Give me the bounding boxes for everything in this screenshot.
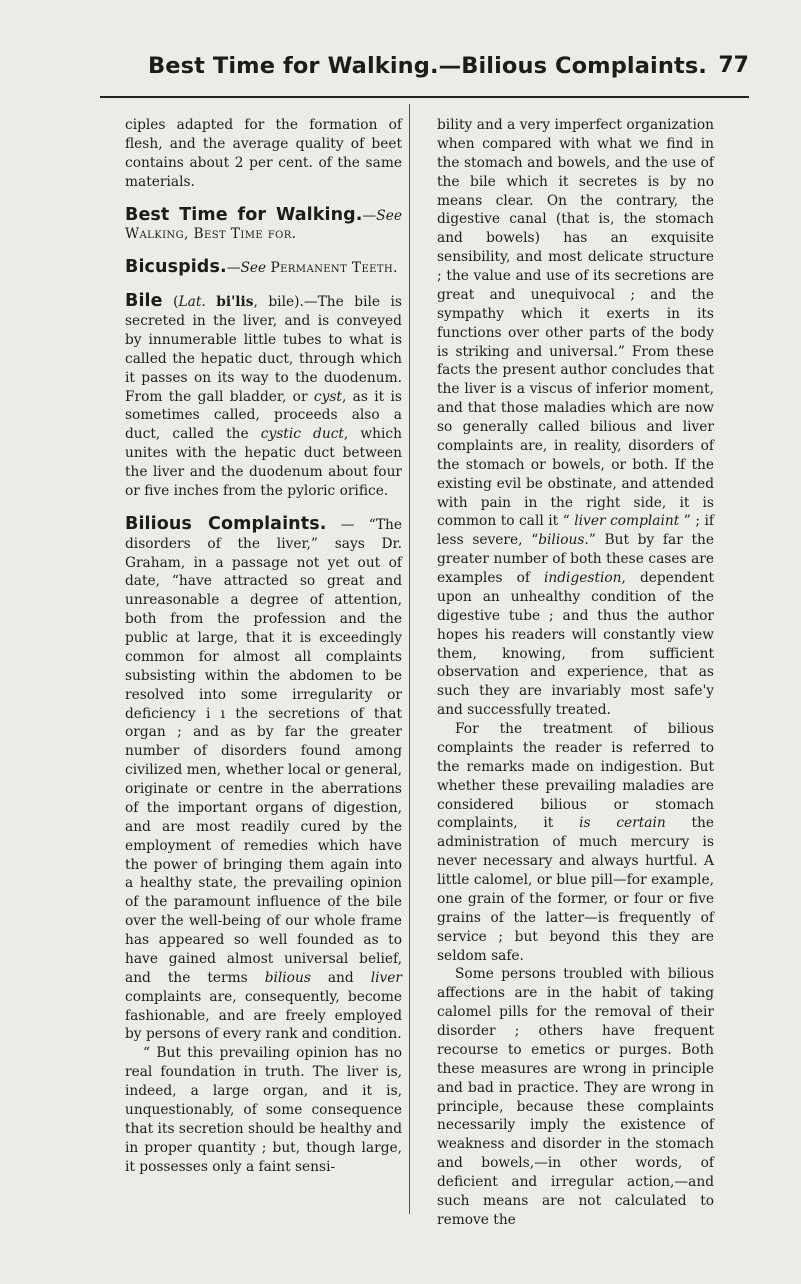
italic-term: bilious — [538, 532, 585, 549]
body-paragraph — [437, 720, 714, 965]
quoted-paragraph: “ But this prevailing opinion has no real foundation in truth. The liver is, indeed, a large organ, and it is, unquestionably, of some consequence that its secretion should be healthy and in proper quantity ; but, though large, it possesses only a faint sensi- — [125, 1045, 402, 1175]
cross-reference: Permanent Teeth. — [270, 260, 398, 277]
entry-headword: Bicuspids. — [125, 257, 227, 278]
body-text: .” But by far the greater number of both these cases are examples of — [437, 532, 714, 586]
etymology: bi'lis — [216, 294, 254, 311]
italic-term: indigestion — [544, 570, 622, 586]
entry-text: , which unites with the hepatic duct between the liver and the duodenum about four or five inches from the pyloric orifice. — [125, 426, 402, 499]
entry-bilious-complaints — [125, 515, 402, 1045]
page-number: 77 — [718, 53, 749, 78]
body-text: ” ; if less severe, “ — [437, 513, 714, 549]
entry-text: and — [310, 969, 371, 986]
see-label: See — [240, 260, 267, 277]
entry-headword: Bile — [125, 291, 163, 312]
running-title: Best Time for Walking.—Bilious Complaints. — [148, 53, 707, 79]
body-text: For the treatment of bilious complaints the reader is referred to the remarks made on indigestion. But whether these prevailing maladies are considered bilious or stomach complaints, it — [437, 721, 714, 832]
entry-dash: — — [362, 207, 377, 224]
continued-paragraph: ciples adapted for the formation of flesh, and the average quality of beet contains about 2 per cent. of the same materials. — [125, 117, 402, 190]
italic-term: cyst — [313, 388, 342, 405]
body-text: bility and a very imperfect organization when compared with what we find in the stomach and bowels, and the use of the bile which it secretes is by no means clear. On the contrary, the digestive canal (that is, the stomach and bowels) has an exquisite sensibility, and most delicate structure ; the value and use of its secretions are great and unequivocal ; and the sympathy which it exerts in its functions over other parts of the body is striking and universal.” From these facts the present author concludes that the liver is a viscus of inferior moment, and that those maladies which are now so generally called bilious and liver complaints are, in reality, disorders of the stomach or bowels, or both. If the existing evil be obstinate, and attended with pain in the right side, it is common to call it “ — [437, 117, 714, 530]
italic-term: cystic duct — [260, 426, 344, 443]
italic-term: liver — [370, 969, 402, 986]
entry-text: , bile).—The bile is secreted in the liver, and is conveyed by innumerable little tubes to what is called the hepatic duct, through which it passes on its way to the duodenum. From the gall bladder, or — [125, 294, 402, 405]
cross-reference: Walking, Best Time for. — [125, 226, 297, 243]
body-paragraph: Some persons troubled with bilious affections are in the habit of taking calomel pills for the removal of their disorder ; others have frequent recourse to emetics or purges. Both these measures are wrong in principle and bad in practice. They are wrong in principle, because these complaints necessarily imply the existence of weakness and disorder in the stomach and bowels,—in other words, of deficient and irregular action,—and such means are not calculated to remove the — [437, 966, 714, 1228]
italic-term: is certain — [579, 815, 666, 832]
entry-bile: Bile (Lat. bi'lis, bile).—The bile is secreted in the liver, and is conveyed by innumerable little tubes to what is called the hepatic duct, through which it passes on its way to the duodenum. From the gall bladder, or cyst, as it is sometimes called, proceeds also a duct, called the cystic duct, which unites with the hepatic duct between the liver and the duodenum about four or five inches from the pyloric orifice. — [125, 291, 402, 499]
entry-headword: Bilious Complaints. — [125, 513, 327, 534]
body-text: , dependent upon an unhealthy condition of the digestive tube ; and thus the author hopes his readers will constantly view them, knowing, from sufficient observation and experience, that as such they are invariably most safe'y and successfully treated. — [437, 570, 714, 719]
language-abbrev: Lat. — [178, 294, 206, 311]
entry-dash: — — [226, 260, 241, 277]
see-label: See — [376, 207, 402, 224]
entry-bicuspids — [125, 258, 402, 278]
left-column — [125, 116, 402, 1176]
right-column — [437, 116, 714, 1230]
body-text: the administration of much mercury is never necessary and always hurtful. A little calomel, or blue pill—for example, one grain of the former, or four or five grains of the latter—is frequently of service ; but beyond this they are seldom safe. — [437, 815, 715, 964]
entry-headword: Best Time for Walking. — [125, 204, 363, 225]
body-paragraph — [437, 116, 714, 720]
entry-text: complaints are, consequently, become fashionable, and are freely employed by persons of every rank and condition. — [125, 988, 402, 1043]
page-header — [100, 44, 749, 98]
entry-text: — “The disorders of the liver,” says Dr. Graham, in a passage not yet out of date, “have attracted so great and unreasonable a degree of attention, both from the profession and the public at large, that it is exceedingly common for almost all complaints subsisting within the abdomen to be resolved into some irregularity or deficiency i ı the secretions of that organ ; and as by far the greater number of disorders found among civilized men, whether local or general, originate or centre in the aberrations of the important organs of digestion, and are most readily cured by the employment of remedies which have the power of bringing them again into a healthy state, the prevailing opinion of the paramount influence of the bile over the well-being of our whole frame has appeared so well founded as to have gained almost universal belief, and the terms — [125, 516, 402, 986]
italic-term: bilious — [264, 969, 311, 986]
entry-text: , as it is sometimes called, proceeds also a duct, called the — [125, 388, 402, 443]
entry-best-time-for-walking — [125, 206, 402, 245]
column-divider — [409, 104, 410, 1214]
italic-term: liver complaint — [574, 513, 680, 530]
